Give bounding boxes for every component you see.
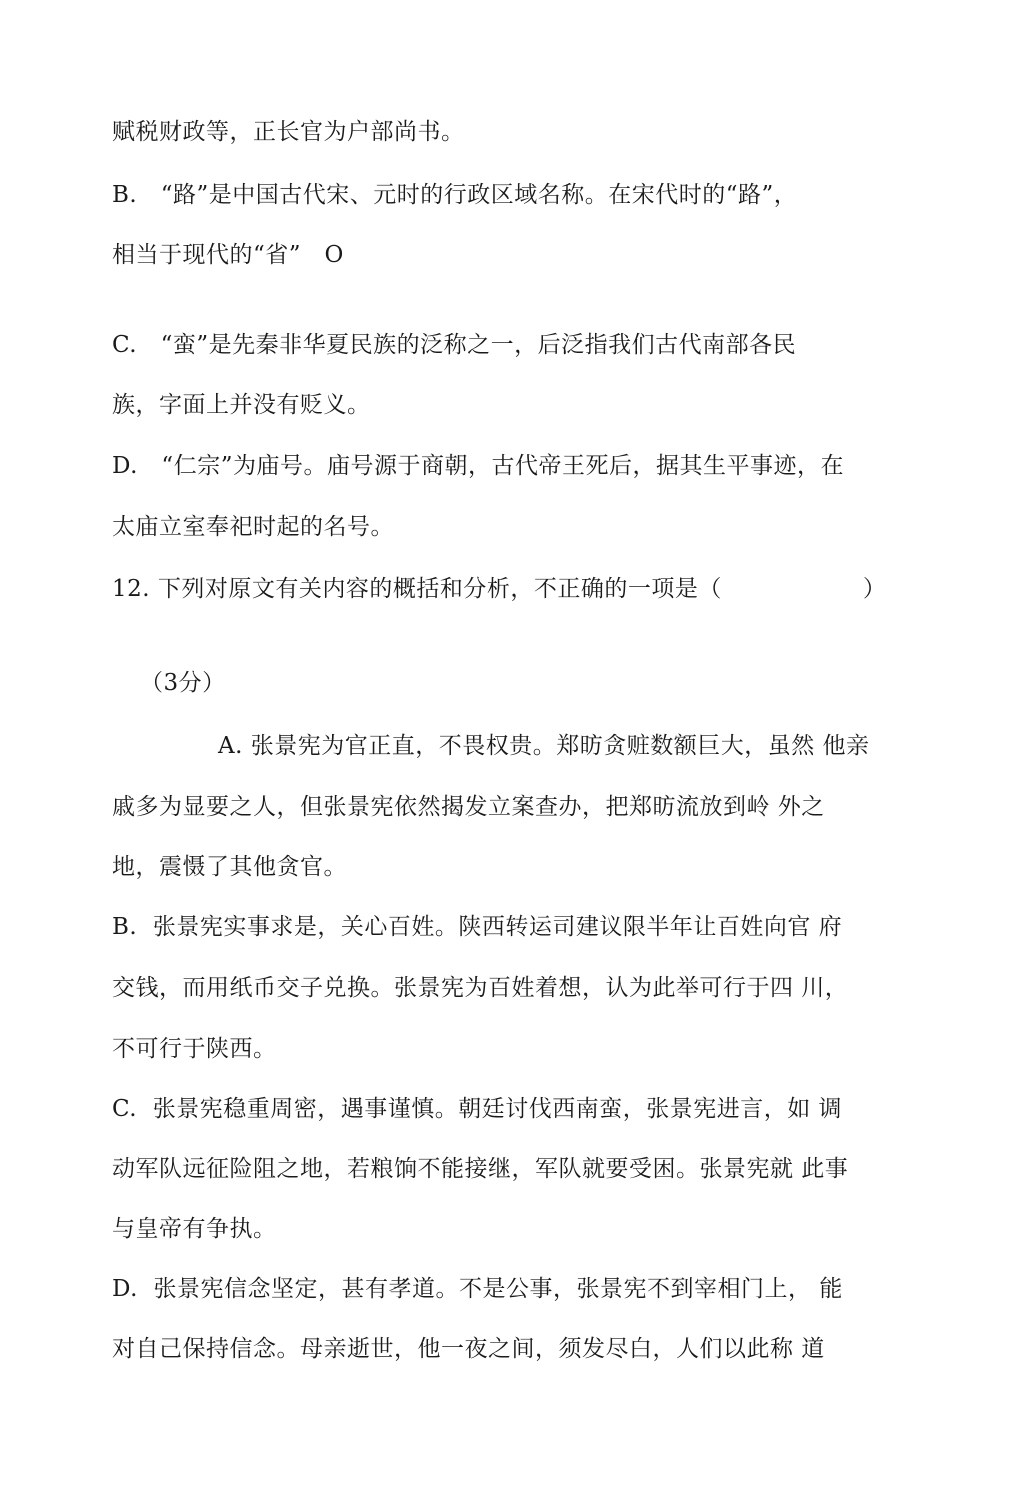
q12-option-a-line-3: 地，震慑了其他贪官。 [112, 854, 347, 880]
option-b-line-1: B. “路”是中国古代宋、元时的行政区域名称。在宋代时的“路”， [112, 182, 798, 208]
option-d-line-1: D. “仁宗”为庙号。庙号源于商朝，古代帝王死后，据其生平事迹，在 [112, 453, 844, 479]
q12-option-c-line-3: 与皇帝有争执。 [112, 1216, 277, 1242]
question-12-line-1: 12. 下列对原文有关内容的概括和分析，不正确的一项是（ ） [112, 576, 887, 602]
q12-option-d-line-2: 对自己保持信念。母亲逝世，他一夜之间，须发尽白，人们以此称 道 [112, 1336, 825, 1362]
q12-option-a-line-2: 戚多为显要之人，但张景宪依然揭发立案查办，把郑昉流放到岭 外之 [112, 794, 825, 820]
option-d-line-2: 太庙立室奉祀时起的名号。 [112, 514, 394, 540]
q12-option-d-line-1: D. 张景宪信念坚定，甚有孝道。不是公事，张景宪不到宰相门上， 能 [112, 1276, 843, 1302]
text-line-1: 赋税财政等，正长官为户部尚书。 [112, 119, 465, 145]
q12-option-b-line-2: 交钱，而用纸币交子兑换。张景宪为百姓着想，认为此举可行于四 川， [112, 975, 849, 1001]
q12-option-c-line-2: 动军队远征险阻之地，若粮饷不能接继，军队就要受困。张景宪就 此事 [112, 1156, 849, 1182]
q12-option-b-line-3: 不可行于陕西。 [112, 1036, 277, 1062]
q12-option-b-line-1: B. 张景宪实事求是，关心百姓。陕西转运司建议限半年让百姓向官 府 [112, 914, 843, 940]
option-c-line-1: C. “蛮”是先秦非华夏民族的泛称之一，后泛指我们古代南部各民 [112, 332, 797, 358]
option-b-line-2: 相当于现代的“省” O [112, 242, 344, 268]
question-12-score: （3分） [140, 670, 226, 696]
q12-option-a-line-1: A. 张景宪为官正直，不畏权贵。郑昉贪赃数额巨大，虽然 他亲 [218, 733, 870, 759]
option-c-line-2: 族，字面上并没有贬义。 [112, 392, 371, 418]
q12-option-c-line-1: C. 张景宪稳重周密，遇事谨慎。朝廷讨伐西南蛮，张景宪进言，如 调 [112, 1096, 843, 1122]
